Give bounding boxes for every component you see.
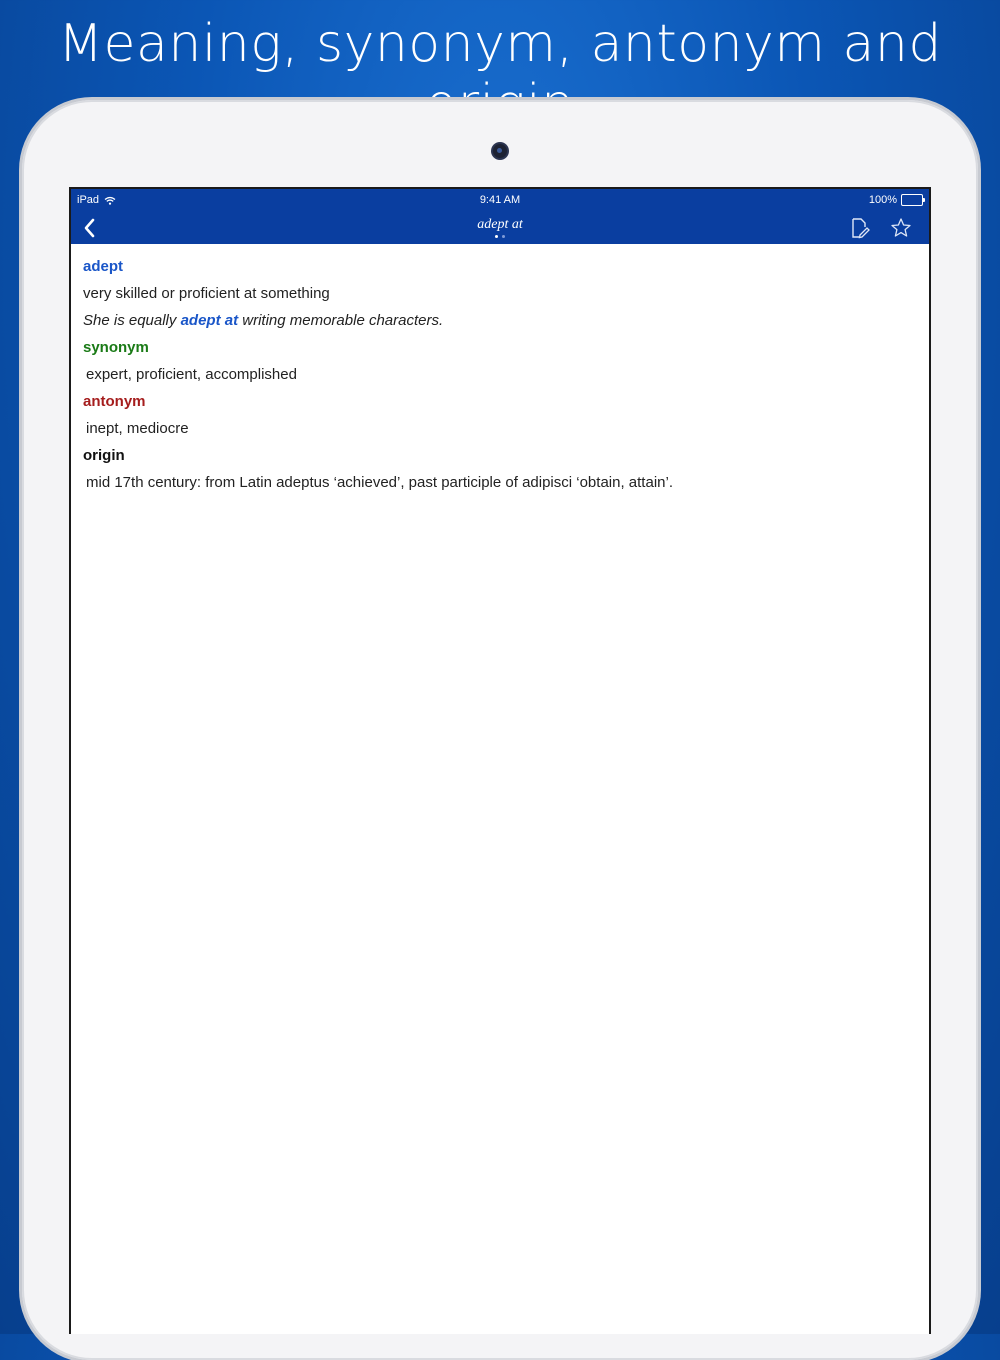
- app-screen: [69, 187, 931, 1334]
- example-highlight: adept at: [180, 312, 239, 329]
- device-label: iPad: [77, 194, 100, 206]
- synonym-list: expert, proficient, accomplished: [86, 366, 297, 383]
- page-dot: [502, 235, 505, 238]
- page-indicator: [71, 235, 929, 238]
- battery-icon: [901, 194, 923, 206]
- origin-heading: origin: [83, 447, 125, 464]
- nav-title: adept at: [477, 217, 523, 232]
- antonym-list: inept, mediocre: [86, 420, 189, 437]
- page-dot-active: [495, 235, 498, 238]
- note-edit-icon[interactable]: [847, 216, 871, 240]
- front-camera: [493, 144, 507, 158]
- star-icon[interactable]: [889, 216, 913, 240]
- synonym-heading: synonym: [83, 339, 149, 356]
- dictionary-entry: [71, 244, 929, 515]
- promo-headline: Meaning, synonym, antonym and: [58, 14, 942, 74]
- antonym-heading: antonym: [83, 393, 146, 410]
- status-time: 9:41 AM: [479, 194, 521, 206]
- definition: very skilled or proficient at something: [83, 285, 330, 302]
- headword: adept: [83, 258, 124, 275]
- status-bar: [71, 189, 929, 211]
- example-before: She is equally: [83, 312, 181, 329]
- origin-text: mid 17th century: from Latin adeptus ‘achieved’, past participle of adipisci ‘obtain, attain’.: [86, 474, 673, 491]
- battery-percent: 100%: [868, 194, 897, 206]
- example-after: writing memorable characters.: [238, 312, 444, 329]
- example-sentence: [83, 312, 917, 339]
- navigation-bar: [71, 211, 929, 244]
